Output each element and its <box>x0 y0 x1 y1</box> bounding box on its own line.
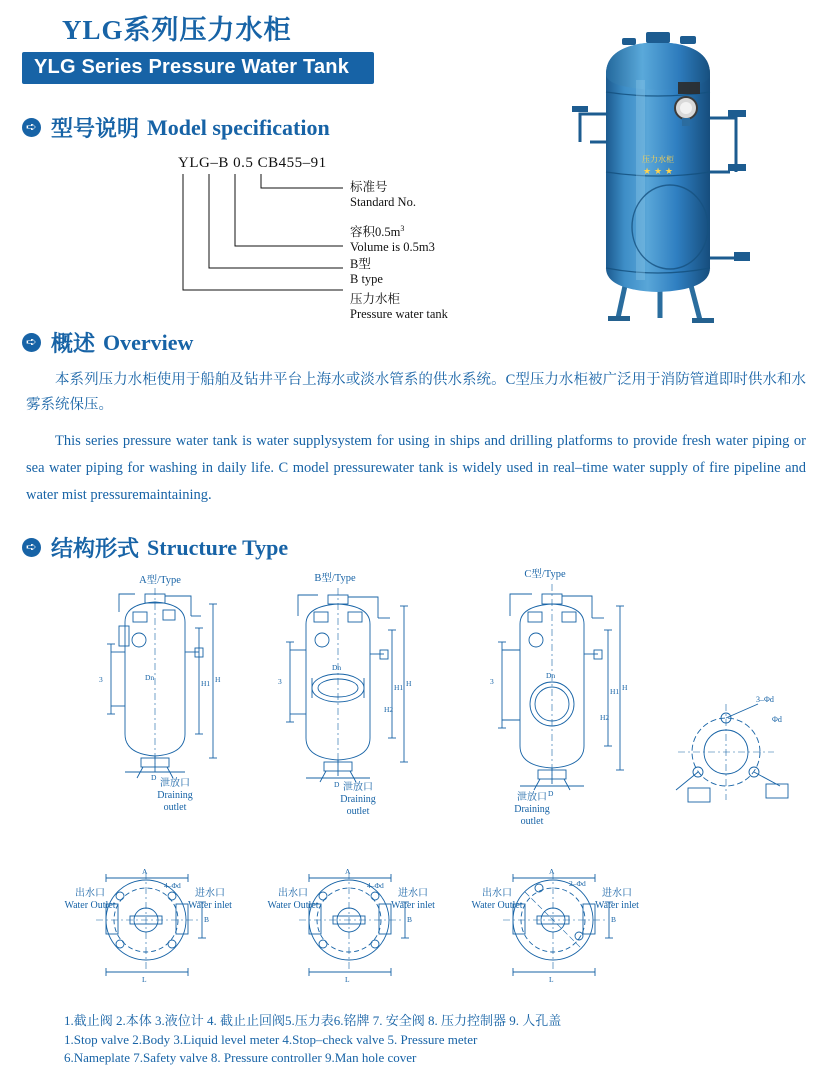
drawing-type-c <box>480 578 650 798</box>
bottom-view-2 <box>283 862 433 982</box>
section-overview-en: Overview <box>103 329 194 355</box>
svg-text:B: B <box>611 915 617 924</box>
svg-text:H1: H1 <box>394 683 404 692</box>
svg-text:H2: H2 <box>384 705 394 714</box>
section-overview-cn: 概述 <box>51 331 96 356</box>
svg-text:H: H <box>622 683 628 692</box>
svg-text:H: H <box>215 675 221 684</box>
section-heading-overview <box>22 327 193 358</box>
type-label-c: C型/Type <box>524 569 566 580</box>
svg-text:H: H <box>406 679 412 688</box>
svg-text:L: L <box>345 975 350 984</box>
svg-text:3: 3 <box>490 677 494 686</box>
model-code-text: YLG–B 0.5 CB455–91 <box>178 155 327 171</box>
inlet-label-3: 进水口 Water inlet <box>595 888 639 911</box>
parts-legend <box>64 1012 824 1068</box>
svg-text:H1: H1 <box>201 679 211 688</box>
svg-text:★ ★ ★: ★ ★ ★ <box>643 167 673 177</box>
hole-note-3: 2–Φd <box>569 879 586 888</box>
section-heading-model <box>22 112 330 143</box>
legend-line-1: 1.截止阀 2.本体 3.液位计 4. 截止止回阀5.压力表6.铭牌 7. 安全阀 8. 压力控制器 9. 人孔盖 <box>64 1013 562 1028</box>
detail-note-top: 3–Φd <box>756 695 774 704</box>
overview-text-en: This series pressure water tank is water supplysystem for using in ships and drilling platforms to provide fresh water piping or sea water piping for washing in daily life. C model pressurewater tank is widely used in real–time water supply of fire pipeline and water mist pressuremaintaining. <box>26 433 806 503</box>
arrow-bullet-icon: ➪ <box>22 118 41 137</box>
svg-text:H2: H2 <box>600 713 610 722</box>
model-callout-0: 标准号 Standard No. <box>350 180 416 209</box>
bottom-view-3 <box>487 862 637 982</box>
section-structure-en: Structure Type <box>147 534 289 560</box>
type-label-b: B型/Type <box>314 573 356 584</box>
hole-note-2: 4–Φd <box>367 881 384 890</box>
svg-text:A: A <box>142 867 148 876</box>
legend-line-2: 1.Stop valve 2.Body 3.Liquid level meter 4.Stop–check valve 5. Pressure meter <box>64 1031 478 1047</box>
svg-text:H1: H1 <box>610 687 620 696</box>
model-callout-2: B型 B type <box>350 257 383 286</box>
arrow-bullet-icon: ➪ <box>22 538 41 557</box>
arrow-bullet-icon: ➪ <box>22 333 41 352</box>
drawing-hole-detail <box>668 695 798 810</box>
legend-line-3: 6.Nameplate 7.Safety valve 8. Pressure controller 9.Man hole cover <box>64 1050 417 1065</box>
hole-note-1: 4–Φd <box>164 881 181 890</box>
svg-text:3: 3 <box>278 677 282 686</box>
svg-text:L: L <box>549 975 554 984</box>
svg-text:L: L <box>142 975 147 984</box>
model-callout-1: 容积$0.5m^3$ Volume is 0.5m3 <box>350 224 435 255</box>
type-label-a: A型/Type <box>139 575 181 586</box>
svg-text:3: 3 <box>99 675 103 684</box>
svg-text:D: D <box>151 773 157 782</box>
section-heading-structure <box>22 532 288 563</box>
svg-text:D: D <box>548 789 554 798</box>
outlet-label-2: 出水口 Water Outlet <box>267 888 319 911</box>
drain-label-c: 泄放口 Draining outlet <box>514 792 550 827</box>
drawing-type-a <box>95 582 240 782</box>
section-model-cn: 型号说明 <box>51 116 140 141</box>
drain-label-b: 泄放口 Draining outlet <box>340 782 376 817</box>
svg-text:Dn: Dn <box>145 673 155 682</box>
section-structure-cn: 结构形式 <box>51 536 140 561</box>
outlet-label-1: 出水口 Water Outlet <box>64 888 116 911</box>
inlet-label-2: 进水口 Water inlet <box>391 888 435 911</box>
svg-text:Dn: Dn <box>332 663 342 672</box>
section-model-en: Model specification <box>147 114 330 140</box>
page-title-en: YLG Series Pressure Water Tank <box>34 56 350 78</box>
overview-text-cn: 本系列压力水柜使用于船舶及钻井平台上海水或淡水管系的供水系统。C型压力水柜被广泛用于消防管道即时供水和水雾系统保压。 <box>26 372 806 413</box>
bottom-view-1 <box>80 862 230 982</box>
outlet-label-3: 出水口 Water Outlet <box>471 888 523 911</box>
detail-note-side: Φd <box>772 715 782 724</box>
drawing-type-b <box>272 582 432 792</box>
drain-label-a: 泄放口 Draining outlet <box>157 778 193 813</box>
pressure-tank-photo <box>560 22 800 332</box>
svg-text:A: A <box>345 867 351 876</box>
svg-text:B: B <box>204 915 210 924</box>
model-callout-3: 压力水柜 Pressure water tank <box>350 292 448 321</box>
svg-text:压力水柜: 压力水柜 <box>642 155 674 164</box>
inlet-label-1: 进水口 Water inlet <box>188 888 232 911</box>
svg-text:D: D <box>334 780 340 789</box>
svg-text:B: B <box>407 915 413 924</box>
page-title-cn: YLG系列压力水柜 <box>62 15 292 45</box>
svg-text:A: A <box>549 867 555 876</box>
svg-text:Dn: Dn <box>546 671 556 680</box>
